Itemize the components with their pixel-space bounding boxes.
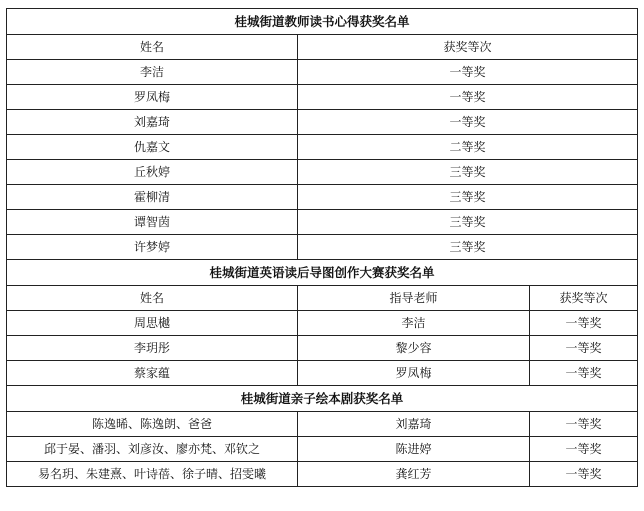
column-header-name: 姓名 <box>7 286 298 311</box>
teacher-name: 李洁 <box>298 311 530 336</box>
table-row <box>7 85 638 110</box>
table-row <box>7 210 638 235</box>
table-row <box>7 160 638 185</box>
table-row <box>7 185 638 210</box>
award-level: 一等奖 <box>530 336 638 361</box>
winner-names: 易名玥、朱建熹、叶诗蓓、徐子晴、招雯曦 <box>7 462 298 487</box>
section1-header-row <box>7 35 638 60</box>
winner-name: 李洁 <box>7 60 298 85</box>
section2-header-row <box>7 286 638 311</box>
table-row <box>7 311 638 336</box>
winner-name: 罗凤梅 <box>7 85 298 110</box>
section3-title-row <box>7 386 638 412</box>
winner-name: 李玥彤 <box>7 336 298 361</box>
winner-name: 许梦婷 <box>7 235 298 260</box>
award-level: 二等奖 <box>298 135 638 160</box>
winner-name: 周思樾 <box>7 311 298 336</box>
section2-title-row <box>7 260 638 286</box>
award-level: 一等奖 <box>298 110 638 135</box>
award-level: 一等奖 <box>530 437 638 462</box>
table-row <box>7 336 638 361</box>
award-level: 一等奖 <box>530 462 638 487</box>
winner-name: 霍柳清 <box>7 185 298 210</box>
section1-title: 桂城街道教师读书心得获奖名单 <box>7 9 638 35</box>
award-list-table <box>6 8 638 487</box>
winner-name: 仇嘉文 <box>7 135 298 160</box>
winner-name: 蔡家蕴 <box>7 361 298 386</box>
winner-name: 丘秋婷 <box>7 160 298 185</box>
winner-name: 刘嘉琦 <box>7 110 298 135</box>
award-level: 一等奖 <box>298 85 638 110</box>
teacher-name: 龚红芳 <box>298 462 530 487</box>
section3-title: 桂城街道亲子绘本剧获奖名单 <box>7 386 638 412</box>
teacher-name: 黎少容 <box>298 336 530 361</box>
table-row <box>7 412 638 437</box>
teacher-name: 刘嘉琦 <box>298 412 530 437</box>
award-level: 一等奖 <box>530 412 638 437</box>
winner-names: 陈逸晞、陈逸朗、爸爸 <box>7 412 298 437</box>
table-row <box>7 235 638 260</box>
table-row <box>7 135 638 160</box>
table-row <box>7 110 638 135</box>
award-level: 三等奖 <box>298 235 638 260</box>
table-row <box>7 462 638 487</box>
table-row <box>7 60 638 85</box>
winner-names: 邱于晏、潘羽、刘彦汝、廖亦梵、邓钦之 <box>7 437 298 462</box>
column-header-award: 获奖等次 <box>530 286 638 311</box>
winner-name: 谭智茵 <box>7 210 298 235</box>
teacher-name: 陈进婷 <box>298 437 530 462</box>
table-row <box>7 437 638 462</box>
award-level: 一等奖 <box>530 311 638 336</box>
column-header-name: 姓名 <box>7 35 298 60</box>
column-header-teacher: 指导老师 <box>298 286 530 311</box>
award-level: 三等奖 <box>298 160 638 185</box>
section1-title-row <box>7 9 638 35</box>
column-header-award: 获奖等次 <box>298 35 638 60</box>
award-level: 三等奖 <box>298 185 638 210</box>
award-level: 一等奖 <box>530 361 638 386</box>
section2-title: 桂城街道英语读后导图创作大赛获奖名单 <box>7 260 638 286</box>
award-level: 三等奖 <box>298 210 638 235</box>
table-row <box>7 361 638 386</box>
award-level: 一等奖 <box>298 60 638 85</box>
teacher-name: 罗凤梅 <box>298 361 530 386</box>
